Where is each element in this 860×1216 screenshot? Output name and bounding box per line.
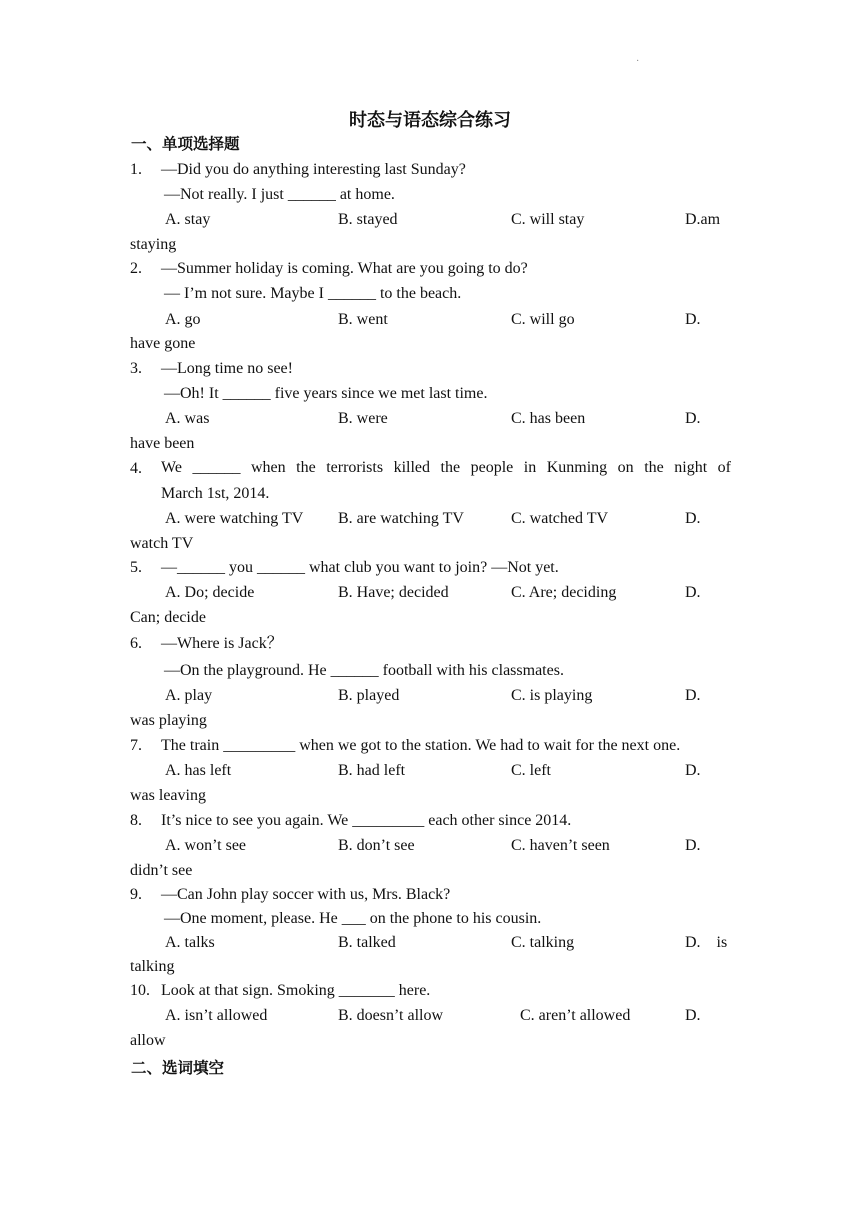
option-d: D.: [685, 1007, 701, 1024]
question-number: 3.: [130, 360, 142, 377]
option-a: A. isn’t allowed: [165, 1007, 268, 1024]
option-b: B. doesn’t allow: [338, 1007, 444, 1024]
option-b: B. played: [338, 687, 400, 704]
option-c: C. talking: [511, 934, 575, 951]
option-a: A. go: [165, 311, 201, 328]
option-d: D.: [685, 837, 701, 854]
section-heading-word-fill: 二、选词填空: [131, 1059, 225, 1077]
option-d: D.: [685, 687, 701, 704]
option-d: D.: [685, 762, 701, 779]
option-a: A. won’t see: [165, 837, 247, 854]
option-c: C. Are; deciding: [511, 584, 617, 601]
question-stem: —Long time no see!: [161, 360, 293, 377]
option-c: C. haven’t seen: [511, 837, 610, 854]
option-b: B. talked: [338, 934, 396, 951]
option-a: A. was: [165, 410, 210, 427]
option-a: A. Do; decide: [165, 584, 255, 601]
option-a: A. stay: [165, 211, 211, 228]
option-b: B. were: [338, 410, 388, 427]
option-a: A. play: [165, 687, 213, 704]
option-d-continued: was playing: [130, 712, 207, 729]
option-d-continued: allow: [130, 1032, 166, 1049]
option-d-continued: have been: [130, 435, 195, 452]
option-d-continued: Can; decide: [130, 609, 206, 626]
question-stem-line: —Not really. I just ______ at home.: [164, 186, 395, 203]
question-number: 2.: [130, 260, 142, 277]
question-number: 1.: [130, 161, 142, 178]
option-a: A. has left: [165, 762, 232, 779]
question-stem-line: —Oh! It ______ five years since we met last time.: [164, 385, 488, 402]
question-number: 9.: [130, 886, 142, 903]
option-c: C. watched TV: [511, 510, 609, 527]
option-d-continued: have gone: [130, 335, 196, 352]
option-d-continued: talking: [130, 958, 175, 975]
option-c: C. will stay: [511, 211, 585, 228]
option-c: C. left: [511, 762, 551, 779]
header-mark: ·: [636, 56, 640, 67]
option-c: C. has been: [511, 410, 586, 427]
question-stem-line: — I’m not sure. Maybe I ______ to the beach.: [164, 285, 462, 302]
option-d: D.: [685, 510, 701, 527]
option-d-continued: didn’t see: [130, 862, 193, 879]
option-b: B. are watching TV: [338, 510, 464, 527]
page-title: 时态与语态综合练习: [349, 110, 511, 131]
question-stem-line: —On the playground. He ______ football with his classmates.: [164, 662, 564, 679]
option-d: D. is: [685, 934, 728, 951]
question-stem: It’s nice to see you again. We _________ each other since 2014.: [161, 812, 572, 829]
question-stem: —Did you do anything interesting last Sunday?: [161, 161, 466, 178]
option-d-continued: staying: [130, 236, 177, 253]
question-number: 4.: [130, 460, 142, 477]
option-c: C. will go: [511, 311, 575, 328]
option-d: D.: [685, 311, 701, 328]
question-number: 8.: [130, 812, 142, 829]
question-number: 10.: [130, 982, 150, 999]
question-number: 6.: [130, 635, 142, 652]
option-b: B. stayed: [338, 211, 398, 228]
question-number: 7.: [130, 737, 142, 754]
option-a: A. were watching TV: [165, 510, 304, 527]
option-d-continued: was leaving: [130, 787, 206, 804]
question-stem: —Where is Jack？: [161, 635, 283, 652]
option-d-continued: watch TV: [130, 535, 194, 552]
option-b: B. don’t see: [338, 837, 415, 854]
question-stem-line: —One moment, please. He ___ on the phone to his cousin.: [164, 910, 542, 927]
section-heading-multiple-choice: 一、单项选择题: [131, 135, 240, 153]
option-c: C. aren’t allowed: [520, 1007, 631, 1024]
option-d: D.: [685, 410, 701, 427]
question-stem: Look at that sign. Smoking _______ here.: [161, 982, 431, 999]
question-number: 5.: [130, 559, 142, 576]
option-b: B. went: [338, 311, 388, 328]
option-b: B. Have; decided: [338, 584, 449, 601]
question-stem: —______ you ______ what club you want to join? —Not yet.: [161, 559, 559, 576]
question-stem: We ______ when the terrorists killed the people in Kunming on the night of: [161, 459, 731, 476]
question-stem: —Summer holiday is coming. What are you going to do?: [161, 260, 528, 277]
option-d: D.am: [685, 211, 721, 228]
option-c: C. is playing: [511, 687, 593, 704]
option-a: A. talks: [165, 934, 215, 951]
question-stem-line: March 1st, 2014.: [161, 485, 270, 502]
option-b: B. had left: [338, 762, 406, 779]
question-stem: The train _________ when we got to the station. We had to wait for the next one.: [161, 737, 681, 754]
option-d: D.: [685, 584, 701, 601]
question-stem: —Can John play soccer with us, Mrs. Black?: [161, 886, 451, 903]
